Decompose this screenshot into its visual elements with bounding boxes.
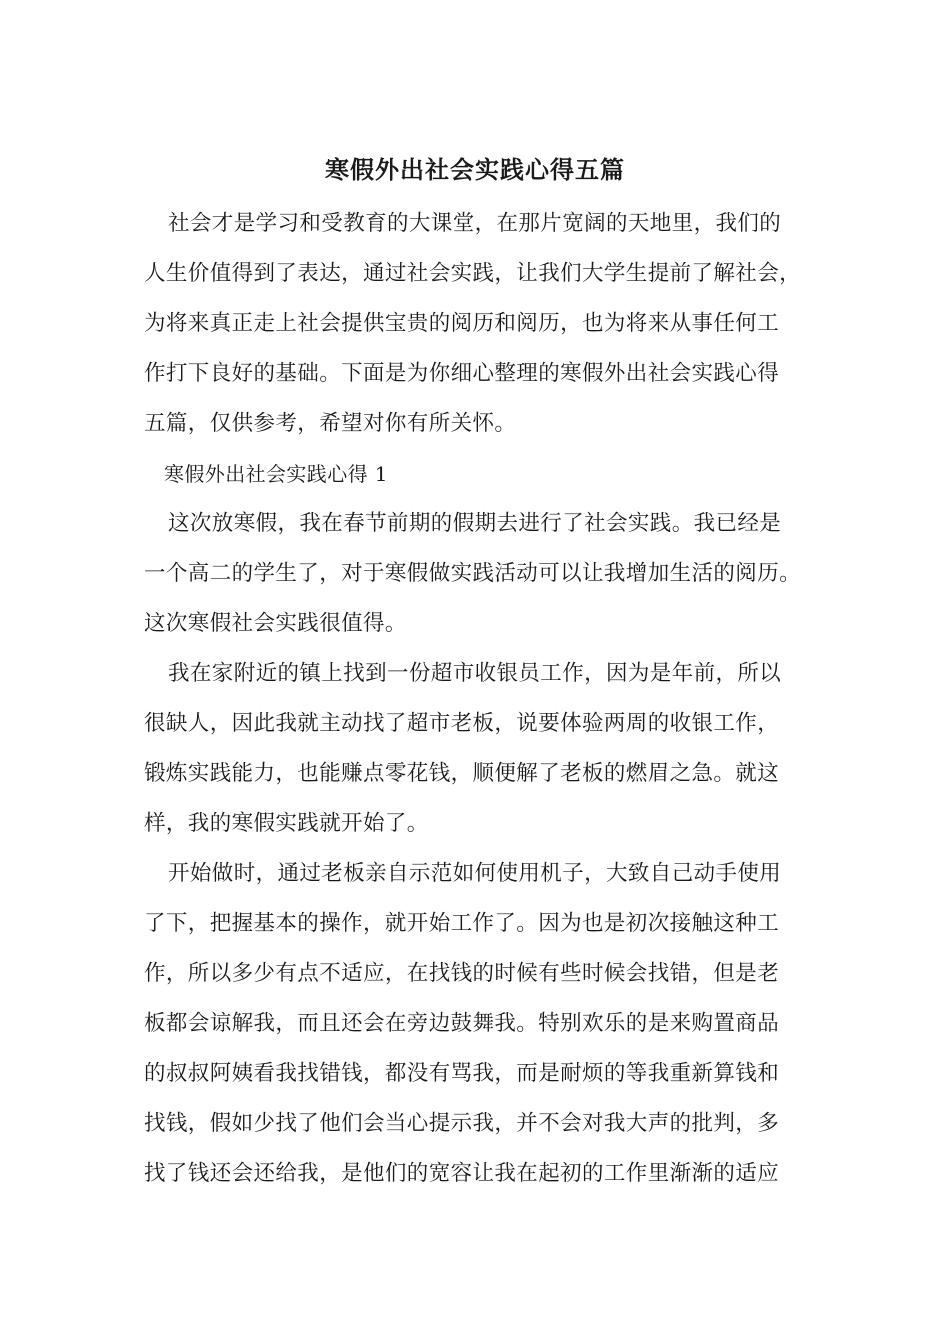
paragraph-line: 社会才是学习和受教育的大课堂，在那片宽阔的天地里，我们的 — [168, 211, 782, 236]
paragraph-line: 找钱，假如少找了他们会当心提示我，并不会对我大声的批判，多 — [144, 1111, 780, 1136]
paragraph-line: 作打下良好的基础。下面是为你细心整理的寒假外出社会实践心得 — [144, 361, 780, 386]
paragraph-line: 我在家附近的镇上找到一份超市收银员工作，因为是年前，所以 — [168, 661, 782, 686]
paragraph-line: 了下，把握基本的操作，就开始工作了。因为也是初次接触这种工 — [144, 911, 780, 936]
paragraph-line: 的叔叔阿姨看我找错钱，都没有骂我，而是耐烦的等我重新算钱和 — [144, 1061, 780, 1086]
paragraph-line: 这次放寒假，我在春节前期的假期去进行了社会实践。我已经是 — [168, 511, 782, 536]
paragraph-line: 开始做时，通过老板亲自示范如何使用机子，大致自己动手使用 — [168, 861, 782, 886]
paragraph-line: 板都会谅解我，而且还会在旁边鼓舞我。特别欢乐的是来购置商品 — [144, 1011, 780, 1036]
paragraph-line: 为将来真正走上社会提供宝贵的阅历和阅历，也为将来从事任何工 — [144, 311, 780, 336]
paragraph-line: 找了钱还会还给我，是他们的宽容让我在起初的工作里渐渐的适应 — [144, 1161, 780, 1186]
paragraph-line: 人生价值得到了表达，通过社会实践，让我们大学生提前了解社会， — [144, 261, 802, 286]
document-title: 寒假外出社会实践心得五篇 — [325, 155, 625, 184]
document-body — [144, 204, 824, 1204]
paragraph-line: 五篇，仅供参考，希望对你有所关怀。 — [144, 411, 517, 436]
paragraph-line: 很缺人，因此我就主动找了超市老板，说要体验两周的收银工作， — [144, 711, 780, 736]
paragraph-line: 锻炼实践能力，也能赚点零花钱，顺便解了老板的燃眉之急。就这 — [144, 761, 780, 786]
paragraph-line: 这次寒假社会实践很值得。 — [144, 611, 407, 636]
paragraph-line: 一个高二的学生了，对于寒假做实践活动可以让我增加生活的阅历。 — [144, 561, 802, 586]
section-heading: 寒假外出社会实践心得 1 — [164, 462, 388, 486]
paragraph-line: 样，我的寒假实践就开始了。 — [144, 811, 429, 836]
paragraph-line: 作，所以多少有点不适应，在找钱的时候有些时候会找错，但是老 — [144, 961, 780, 986]
